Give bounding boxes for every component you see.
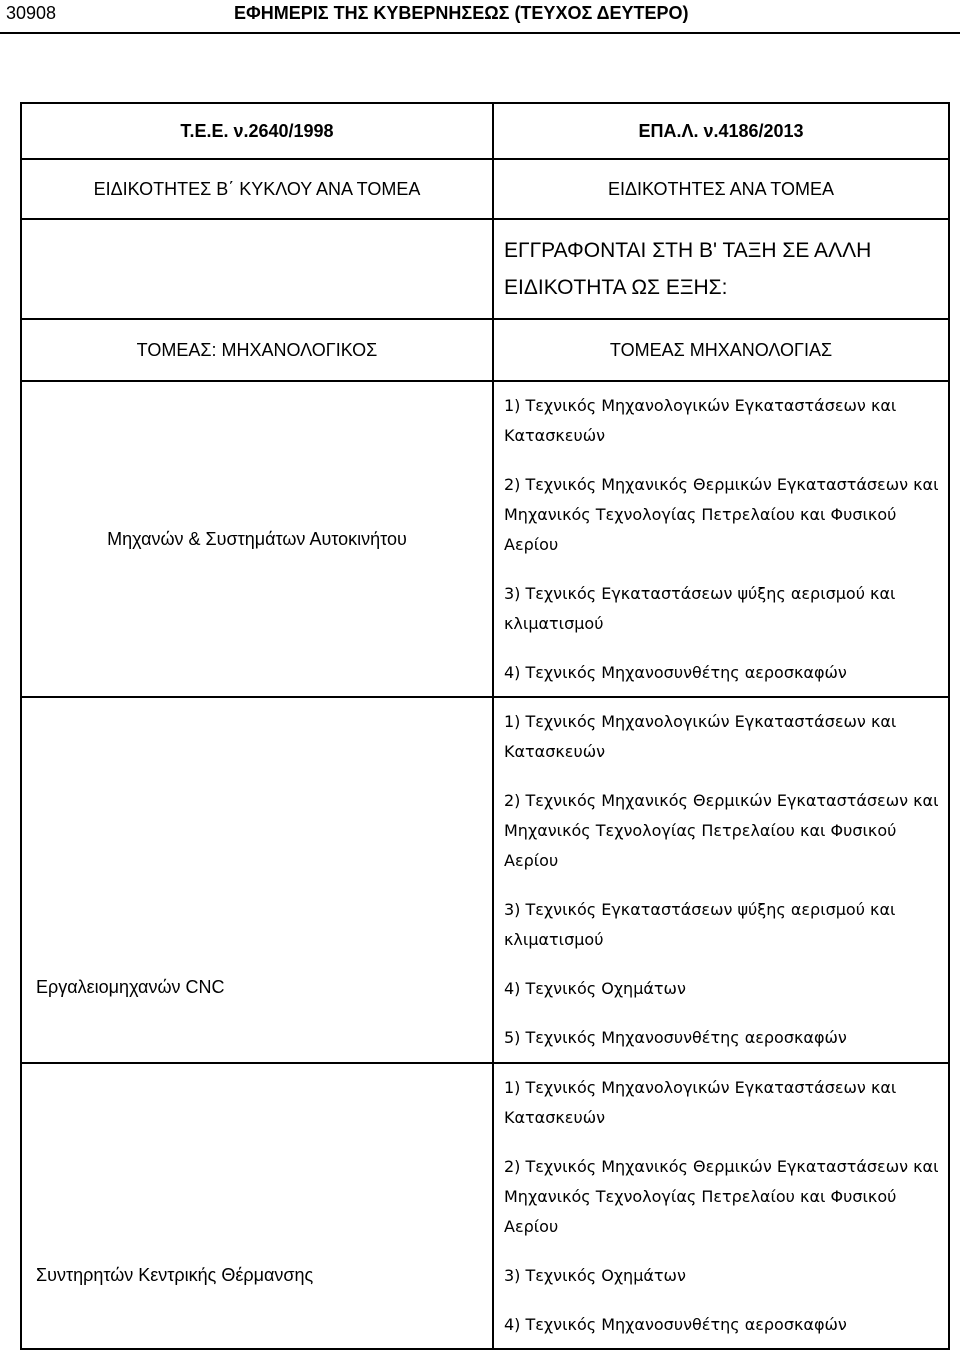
law-header-row xyxy=(21,103,949,159)
target-specialties-cell xyxy=(493,1063,949,1349)
col2-subtitle: ΕΙΔΙΚΟΤΗΤΕΣ ΑΝΑ ΤΟΜΕΑ xyxy=(493,159,949,219)
col1-subtitle: ΕΙΔΙΚΟΤΗΤΕΣ Β΄ ΚΥΚΛΟΥ ΑΝΑ ΤΟΜΕΑ xyxy=(21,159,493,219)
target-specialty: 1) Τεχνικός Μηχανολογικών Εγκαταστάσεων και Κατασκευών xyxy=(504,1077,897,1127)
target-specialty: 2) Τεχνικός Μηχανικός Θερμικών Εγκαταστάσεων και Μηχανικός Τεχνολογίας Πετρελαίου και Φυσικού Αερίου xyxy=(504,791,939,870)
target-specialty: 4) Τεχνικός Μηχανοσυνθέτης αεροσκαφών xyxy=(504,662,847,682)
target-specialty: 4) Τεχνικός Οχημάτων xyxy=(504,979,686,998)
header-rule xyxy=(0,32,960,34)
target-specialty: 2) Τεχνικός Μηχανικός Θερμικών Εγκαταστάσεων και Μηχανικός Τεχνολογίας Πετρελαίου και Φυσικού Αερίου xyxy=(504,474,939,554)
col1-law-heading: Τ.Ε.Ε. ν.2640/1998 xyxy=(21,103,493,159)
target-specialty: 3) Τεχνικός Οχημάτων xyxy=(504,1265,686,1285)
specialty-name: Μηχανών & Συστημάτων Αυτοκινήτου xyxy=(21,381,493,697)
specialty-row xyxy=(21,697,949,1063)
subtitle-row xyxy=(21,159,949,219)
target-specialty: 1) Τεχνικός Μηχανολογικών Εγκαταστάσεων και Κατασκευών xyxy=(504,395,897,445)
enrollment-row xyxy=(21,219,949,319)
target-specialty: 3) Τεχνικός Εγκαταστάσεων ψύξης αερισμού και κλιματισμού xyxy=(504,900,896,949)
target-specialty: 1) Τεχνικός Μηχανολογικών Εγκαταστάσεων και Κατασκευών xyxy=(504,712,897,761)
target-specialty: 2) Τεχνικός Μηχανικός Θερμικών Εγκαταστάσεων και Μηχανικός Τεχνολογίας Πετρελαίου και Φυσικού Αερίου xyxy=(504,1156,939,1236)
page-header xyxy=(0,0,960,30)
specialty-name: Συντηρητών Κεντρικής Θέρμανσης xyxy=(21,1063,493,1349)
target-specialty: 5) Τεχνικός Μηχανοσυνθέτης αεροσκαφών xyxy=(504,1028,847,1047)
specialty-name: Εργαλειομηχανών CNC xyxy=(21,697,493,1063)
target-specialties-cell xyxy=(493,381,949,697)
target-specialty: 4) Τεχνικός Μηχανοσυνθέτης αεροσκαφών xyxy=(504,1314,847,1334)
sector-row xyxy=(21,319,949,381)
target-specialties-list xyxy=(494,383,948,696)
gazette-title: ΕΦΗΜΕΡΙΣ ΤΗΣ ΚΥΒΕΡΝΗΣΕΩΣ (ΤΕΥΧΟΣ ΔΕΥΤΕΡΟ) xyxy=(234,3,689,23)
target-specialties-list xyxy=(494,1065,948,1348)
target-specialties-cell xyxy=(493,697,949,1063)
col2-sector: ΤΟΜΕΑΣ ΜΗΧΑΝΟΛΟΓΙΑΣ xyxy=(493,319,949,381)
target-specialties-list xyxy=(494,699,948,1061)
enrollment-note: ΕΓΓΡΑΦΟΝΤΑΙ ΣΤΗ Β' ΤΑΞΗ ΣΕ ΑΛΛΗ ΕΙΔΙΚΟΤΗΤΑ ΩΣ ΕΞΗΣ: xyxy=(493,219,949,319)
specialty-row xyxy=(21,381,949,697)
col2-law-heading: ΕΠΑ.Λ. ν.4186/2013 xyxy=(493,103,949,159)
empty-cell xyxy=(21,219,493,319)
target-specialty: 3) Τεχνικός Εγκαταστάσεων ψύξης αερισμού και κλιματισμού xyxy=(504,583,896,633)
specialties-table xyxy=(20,102,950,1350)
specialty-row xyxy=(21,1063,949,1349)
col1-sector: ΤΟΜΕΑΣ: ΜΗΧΑΝΟΛΟΓΙΚΟΣ xyxy=(21,319,493,381)
page-number: 30908 xyxy=(6,3,57,23)
